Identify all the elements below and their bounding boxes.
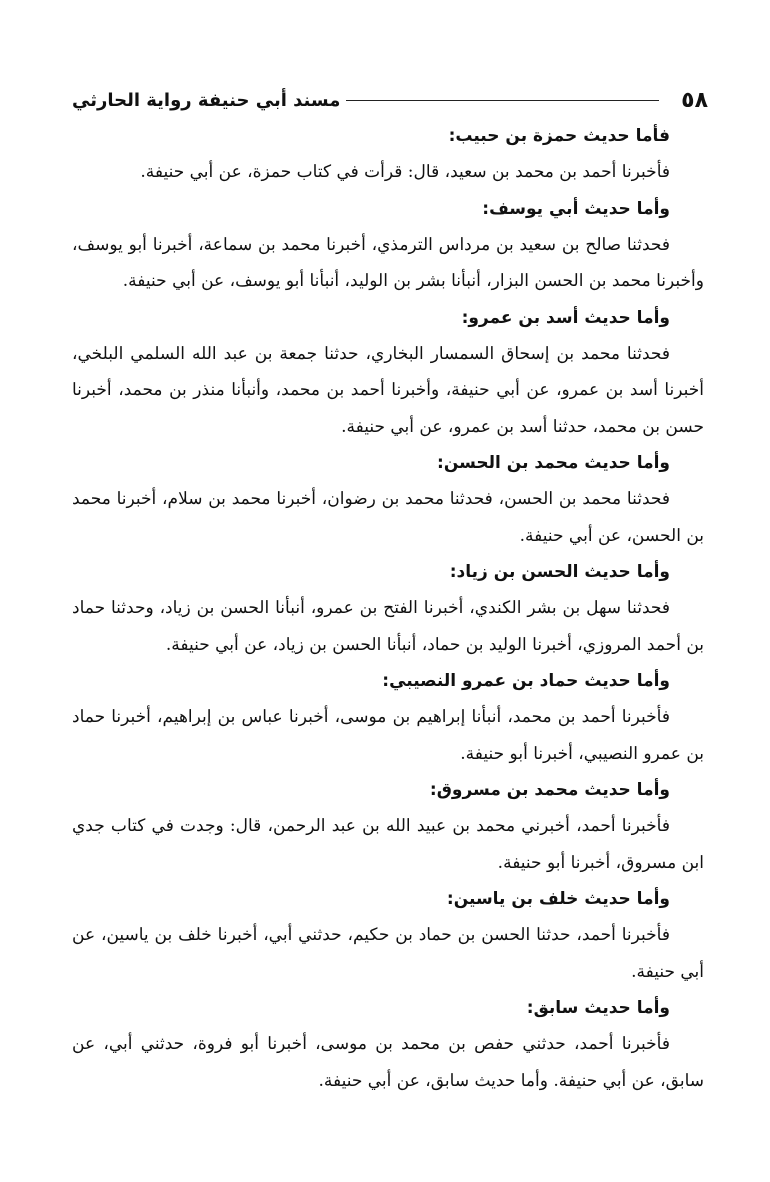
page-number: ٥٨ bbox=[681, 87, 708, 113]
section bbox=[72, 881, 704, 990]
section-heading: فأما حديث حمزة بن حبيب: bbox=[448, 126, 670, 146]
section bbox=[72, 990, 704, 1099]
section-heading: وأما حديث أسد بن عمرو: bbox=[461, 307, 670, 328]
section-body: فحدثنا سهل بن بشر الكندي، أخبرنا الفتح بن عمرو، أنبأنا الحسن بن زياد، وحدثنا حماد بن أحمد المروزي، أخبرنا الوليد بن حماد، أنبأنا الحسن بن زياد، عن أبي حنيفة. bbox=[72, 598, 704, 655]
section-body: فأخبرنا أحمد بن محمد بن سعيد، قال: قرأت في كتاب حمزة، عن أبي حنيفة. bbox=[140, 162, 670, 182]
section bbox=[72, 118, 704, 191]
page-content bbox=[72, 118, 704, 1099]
section-body: فأخبرنا أحمد، حدثنا الحسن بن حماد بن حكيم، حدثني أبي، أخبرنا خلف بن ياسين، عن أبي حنيفة. bbox=[72, 925, 704, 982]
section-heading: وأما حديث سابق: bbox=[526, 998, 670, 1018]
header-rule bbox=[346, 100, 659, 101]
page-header bbox=[72, 80, 708, 120]
section-heading: وأما حديث أبي يوسف: bbox=[482, 198, 670, 219]
section bbox=[72, 191, 704, 300]
section-heading: وأما حديث حماد بن عمرو النصيبي: bbox=[382, 671, 670, 691]
section-body: فحدثنا محمد بن الحسن، فحدثنا محمد بن رضوان، أخبرنا محمد بن سلام، أخبرنا محمد بن الحسن، عن أبي حنيفة. bbox=[72, 489, 704, 546]
section-body: فأخبرنا أحمد، حدثني حفص بن محمد بن موسى، أخبرنا أبو فروة، حدثني أبي، عن سابق، عن أبي حنيفة. وأما حديث سابق، عن أبي حنيفة. bbox=[72, 1034, 704, 1091]
section bbox=[72, 663, 704, 772]
running-title: مسند أبي حنيفة رواية الحارثي bbox=[72, 89, 341, 111]
section-heading: وأما حديث محمد بن الحسن: bbox=[437, 453, 670, 473]
section bbox=[72, 300, 704, 446]
section-body: فأخبرنا أحمد، أخبرني محمد بن عبيد الله بن عبد الرحمن، قال: وجدت في كتاب جدي ابن مسروق، أخبرنا أبو حنيفة. bbox=[72, 816, 704, 873]
section-heading: وأما حديث الحسن بن زياد: bbox=[449, 562, 670, 582]
section-body: فحدثنا محمد بن إسحاق السمسار البخاري، حدثنا جمعة بن عبد الله السلمي البلخي، أخبرنا أسد بن عمرو، عن أبي حنيفة، وأخبرنا أحمد بن محمد، وأنبأنا منذر بن محمد، أخبرنا حسن بن محمد، حدثنا أسد بن عمرو، عن أبي حنيفة. bbox=[72, 343, 704, 437]
section bbox=[72, 445, 704, 554]
section bbox=[72, 554, 704, 663]
section-body: فحدثنا صالح بن سعيد بن مرداس الترمذي، أخبرنا محمد بن سماعة، أخبرنا أبو يوسف، وأخبرنا محمد بن الحسن البزار، أنبأنا بشر بن الوليد، أنبأنا أبو يوسف، عن أبي حنيفة. bbox=[72, 234, 704, 291]
section-body: فأخبرنا أحمد بن محمد، أنبأنا إبراهيم بن موسى، أخبرنا عباس بن إبراهيم، أخبرنا حماد بن عمرو النصيبي، أخبرنا أبو حنيفة. bbox=[72, 707, 704, 764]
section-heading: وأما حديث محمد بن مسروق: bbox=[429, 780, 670, 800]
section bbox=[72, 772, 704, 881]
section-heading: وأما حديث خلف بن ياسين: bbox=[446, 889, 670, 909]
